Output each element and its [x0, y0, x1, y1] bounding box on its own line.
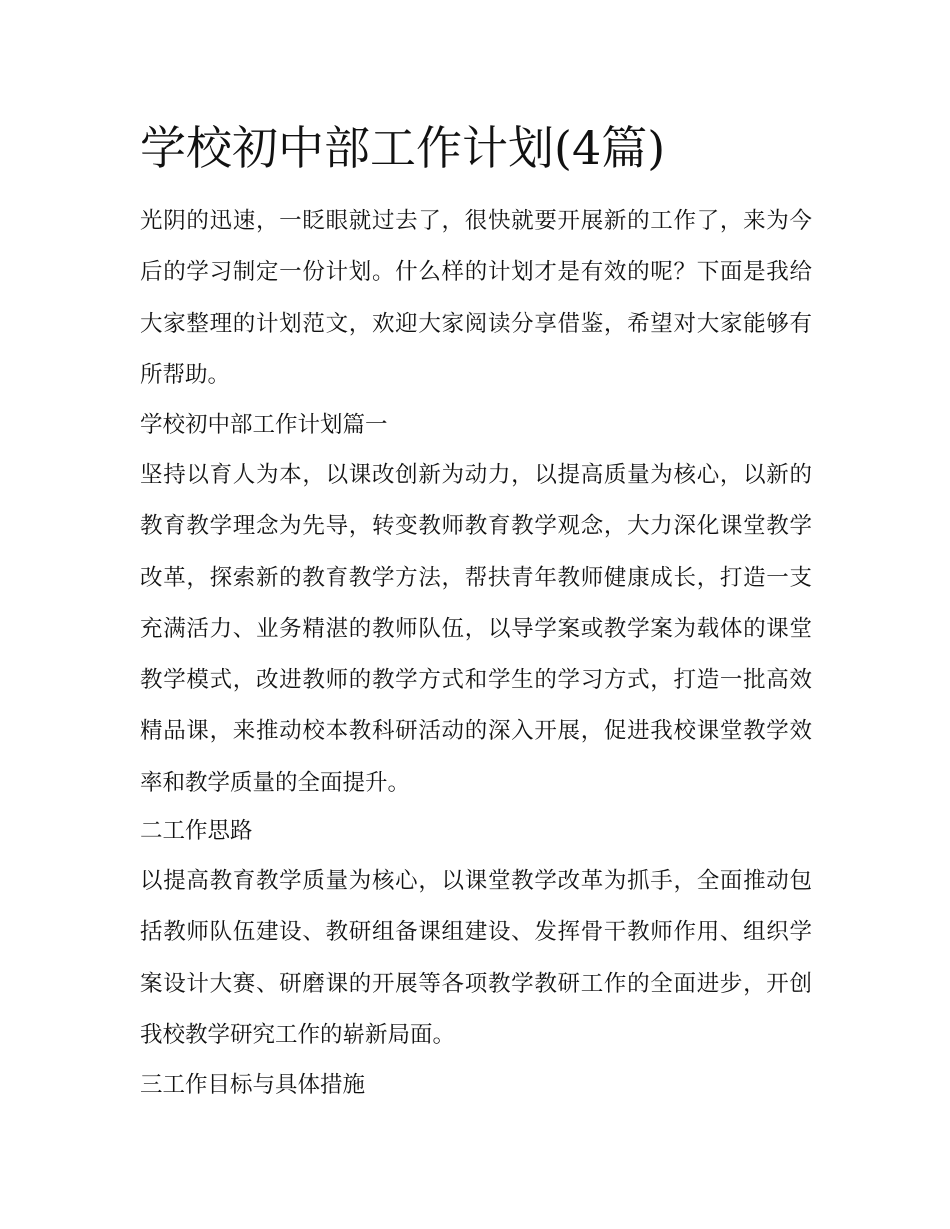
- section-heading-2: 二工作思路: [140, 818, 253, 844]
- intro-paragraph: 光阴的迅速，一眨眼就过去了，很快就要开展新的工作了，来为今后的学习制定一份计划。什么样的计划才是有效的呢？下面是我给大家整理的计划范文，欢迎大家阅读分享借鉴，希望对大家能够有所帮助。: [140, 208, 812, 388]
- section-1-paragraph: 坚持以育人为本，以课改创新为动力，以提高质量为核心，以新的教育教学理念为先导，转变教师教育教学观念，大力深化课堂教学改革，探索新的教育教学方法，帮扶青年教师健康成长，打造一支充满活力、业务精湛的教师队伍，以导学案或教学案为载体的课堂教学模式，改进教师的教学方式和学生的学习方式，打造一批高效精品课，来推动校本教科研活动的深入开展，促进我校课堂教学效率和教学质量的全面提升。: [140, 462, 812, 796]
- document-title: 学校初中部工作计划(4篇): [140, 121, 666, 175]
- section-heading-3: 三工作目标与具体措施: [140, 1072, 366, 1098]
- section-heading-1: 学校初中部工作计划篇一: [140, 412, 388, 438]
- section-2-paragraph: 以提高教育教学质量为核心，以课堂教学改革为抓手，全面推动包括教师队伍建设、教研组备课组建设、发挥骨干教师作用、组织学案设计大赛、研磨课的开展等各项教学教研工作的全面进步，开创我校教学研究工作的崭新局面。: [140, 868, 812, 1048]
